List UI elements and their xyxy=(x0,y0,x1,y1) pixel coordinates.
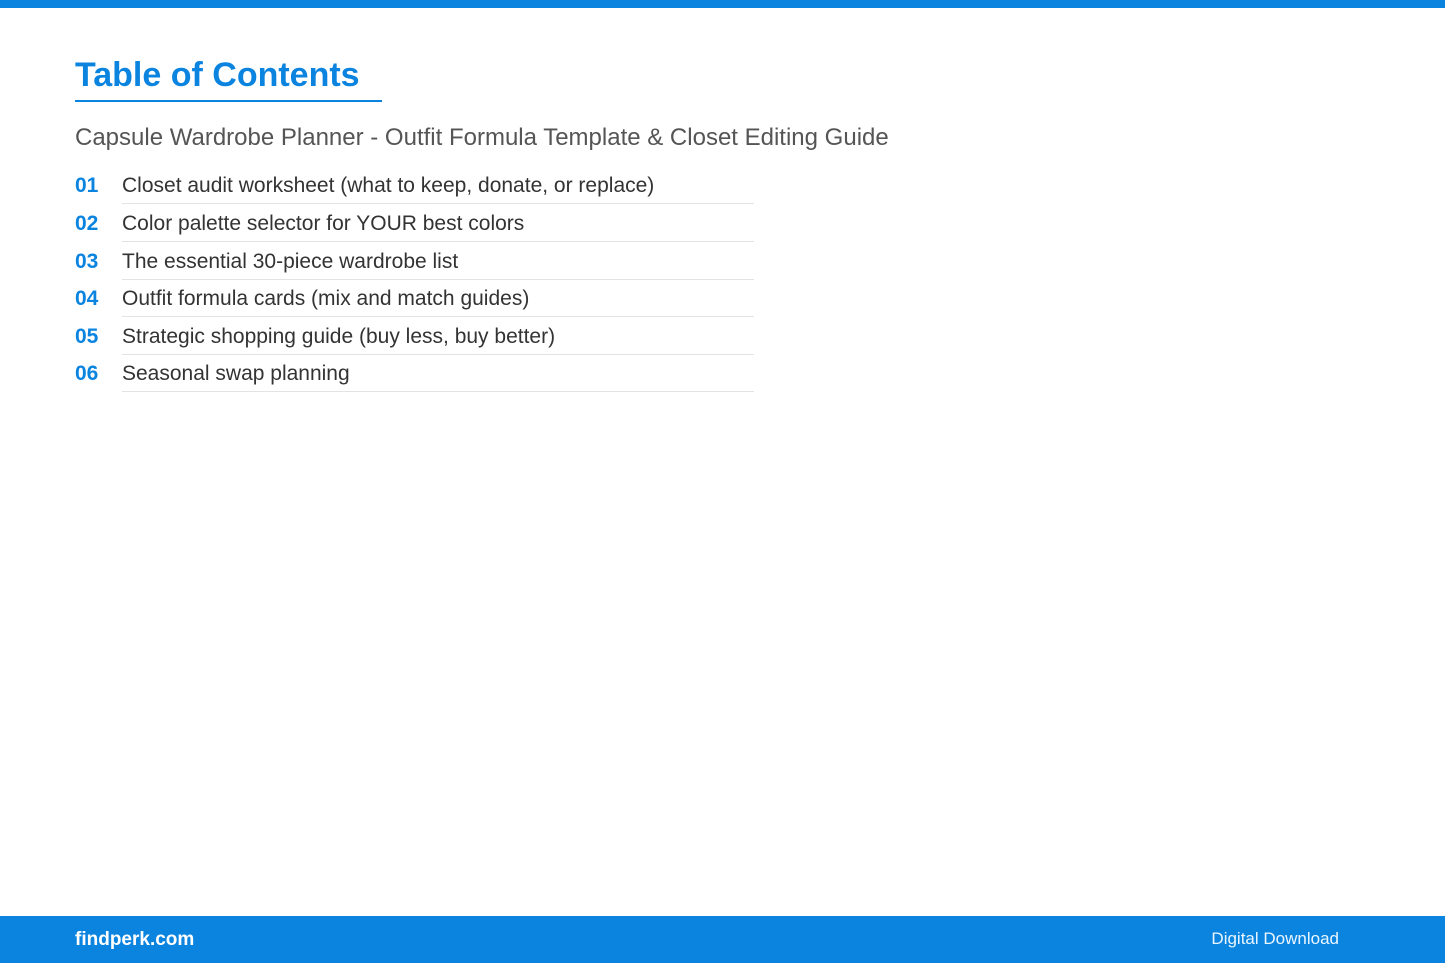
toc-item xyxy=(75,321,755,359)
footer-bar xyxy=(0,916,1445,963)
toc-item-label: Closet audit worksheet (what to keep, donate, or replace) xyxy=(122,174,754,204)
table-of-contents-list xyxy=(75,170,755,396)
toc-item-label: Outfit formula cards (mix and match guides) xyxy=(122,287,754,317)
page-title: Table of Contents xyxy=(75,58,382,102)
toc-item-number: 05 xyxy=(75,324,99,348)
toc-item xyxy=(75,170,755,208)
toc-item-label: Seasonal swap planning xyxy=(122,362,754,392)
toc-item-number: 02 xyxy=(75,212,99,236)
toc-item xyxy=(75,358,755,396)
toc-item xyxy=(75,208,755,246)
toc-item-number: 06 xyxy=(75,362,99,386)
table-of-contents-page xyxy=(75,58,1375,396)
toc-item-number: 03 xyxy=(75,249,99,273)
toc-item-number: 01 xyxy=(75,174,99,198)
toc-item-number: 04 xyxy=(75,287,99,311)
toc-item-label: Strategic shopping guide (buy less, buy better) xyxy=(122,325,754,355)
toc-item-label: The essential 30-piece wardrobe list xyxy=(122,250,754,280)
top-accent-bar xyxy=(0,0,1445,8)
toc-item xyxy=(75,283,755,321)
toc-item xyxy=(75,246,755,284)
toc-item-label: Color palette selector for YOUR best colors xyxy=(122,212,754,242)
footer-brand-link[interactable]: findperk.com xyxy=(75,929,195,950)
digital-download-label: Digital Download xyxy=(1211,929,1339,948)
document-subtitle: Capsule Wardrobe Planner - Outfit Formula Template & Closet Editing Guide xyxy=(75,123,889,151)
